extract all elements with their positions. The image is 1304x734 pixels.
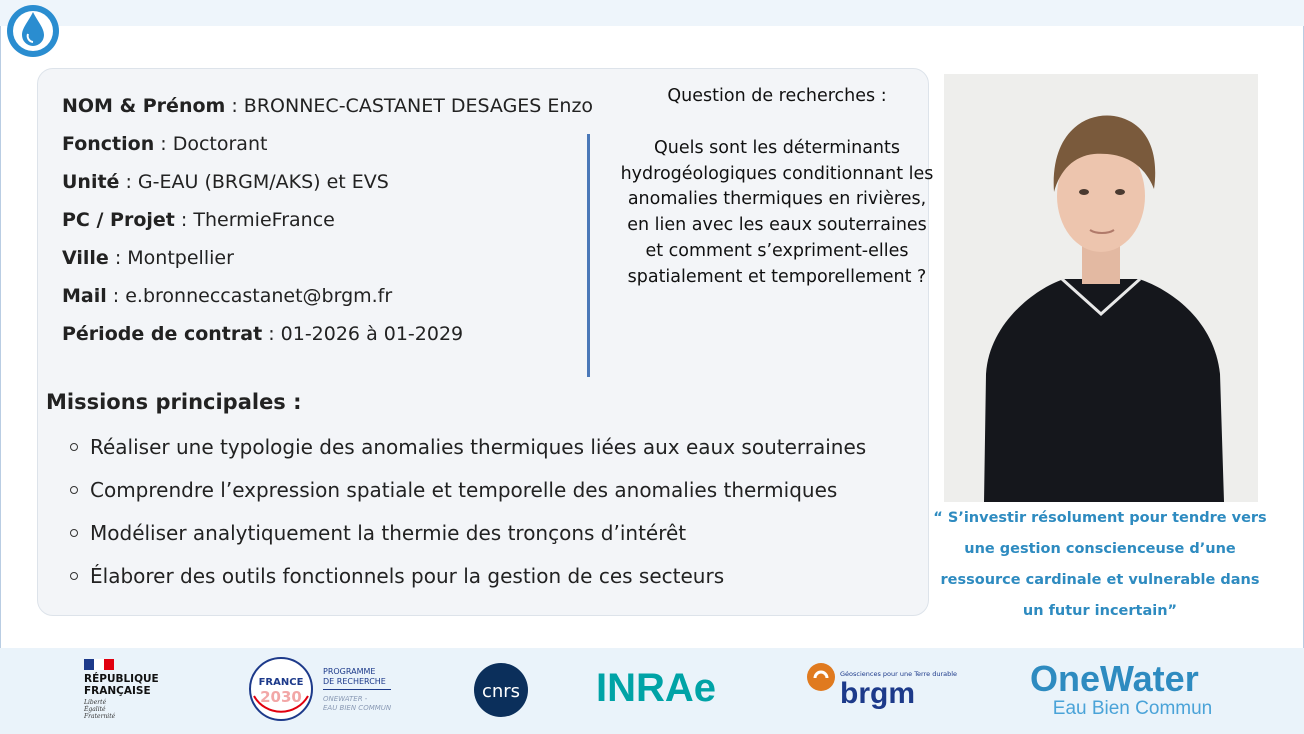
- label-unite: Unité: [62, 171, 120, 193]
- info-row-ville: [62, 244, 592, 282]
- info-row-mail: [62, 282, 592, 320]
- cnrs-text: cnrs: [481, 681, 521, 702]
- question-title: Question de recherches :: [667, 86, 887, 106]
- bullet-circle-icon: [70, 486, 78, 494]
- devise-fraternite: Fraternité: [84, 713, 116, 720]
- onewater-logo: [1030, 659, 1240, 719]
- inrae-logo: INRAe: [596, 666, 717, 710]
- profile-info: [62, 92, 592, 358]
- republique-line1: RÉPUBLIQUE: [84, 673, 159, 685]
- top-band: [0, 0, 1304, 26]
- info-row-periode: [62, 320, 592, 358]
- devise-liberte: Liberté: [84, 699, 107, 706]
- mission-text: Modéliser analytiquement la thermie des tronçons d’intérêt: [90, 521, 687, 545]
- republique-francaise-logo: [84, 659, 164, 720]
- label-mail: Mail: [62, 285, 107, 307]
- programme-line2: DE RECHERCHE: [323, 677, 386, 686]
- vertical-divider: [587, 134, 590, 377]
- label-fonction: Fonction: [62, 133, 155, 155]
- bullet-circle-icon: [70, 443, 78, 451]
- missions-title: Missions principales :: [46, 390, 302, 414]
- mission-item: [70, 473, 866, 516]
- onewater-sub-text: Eau Bien Commun: [1052, 698, 1213, 719]
- onewater-main-text: OneWater: [1030, 658, 1199, 699]
- programme-text: [323, 667, 386, 687]
- value-unite: : G-EAU (BRGM/AKS) et EVS: [119, 171, 389, 193]
- portrait-photo: [944, 74, 1258, 502]
- mission-item: [70, 430, 866, 473]
- france-year: 2030: [260, 688, 302, 706]
- research-question: [620, 84, 934, 291]
- france-2030-logo: [248, 656, 408, 722]
- info-row-unite: [62, 168, 592, 206]
- france-2030-circle-icon: [248, 656, 318, 722]
- bullet-circle-icon: [70, 572, 78, 580]
- programme-line1: PROGRAMME: [323, 667, 376, 676]
- brgm-logo: [806, 662, 966, 718]
- brgm-wordmark: brgm: [840, 677, 915, 710]
- brgm-circle-icon: [806, 662, 836, 692]
- value-fonction: : Doctorant: [154, 133, 268, 155]
- label-ville: Ville: [62, 247, 109, 269]
- programme-divider: [323, 689, 391, 690]
- quote-text: “ S’investir résolument pour tendre vers une gestion conscienceuse d’une ressource cardinale et vulnerable dans un futur incertain”: [933, 510, 1267, 619]
- cnrs-logo: [473, 662, 529, 718]
- info-row-projet: [62, 206, 592, 244]
- republique-line2: FRANÇAISE: [84, 685, 151, 697]
- missions-list: [70, 430, 866, 602]
- onewater-small-line2: EAU BIEN COMMUN: [323, 704, 392, 712]
- bullet-circle-icon: [70, 529, 78, 537]
- value-name: : BRONNEC-CASTANET DESAGES Enzo: [225, 95, 594, 117]
- france-word: FRANCE: [258, 677, 304, 688]
- value-periode: : 01-2026 à 01-2029: [262, 323, 464, 345]
- mission-text: Comprendre l’expression spatiale et temporelle des anomalies thermiques: [90, 478, 838, 502]
- onewater-small-text: [323, 695, 391, 713]
- info-row-name: [62, 92, 592, 130]
- value-mail: : e.bronneccastanet@brgm.fr: [106, 285, 393, 307]
- value-projet: : ThermieFrance: [174, 209, 335, 231]
- devise-egalite: Égalité: [84, 706, 106, 713]
- info-row-fonction: [62, 130, 592, 168]
- mission-item: [70, 559, 866, 602]
- value-ville: : Montpellier: [108, 247, 234, 269]
- label-name: NOM & Prénom: [62, 95, 226, 117]
- onewater-small-line1: ONEWATER -: [323, 695, 368, 703]
- mission-text: Élaborer des outils fonctionnels pour la gestion de ces secteurs: [90, 564, 725, 588]
- french-flag-icon: [84, 659, 114, 670]
- label-periode: Période de contrat: [62, 323, 263, 345]
- water-drop-logo-icon: [6, 4, 60, 58]
- label-projet: PC / Projet: [62, 209, 175, 231]
- mission-text: Réaliser une typologie des anomalies thermiques liées aux eaux souterraines: [90, 435, 867, 459]
- brgm-tagline: Géosciences pour une Terre durable: [840, 670, 958, 678]
- mission-item: [70, 516, 866, 559]
- question-text: Quels sont les déterminants hydrogéologiques conditionnant les anomalies thermiques en rivières, en lien avec les eaux souterraines et comment s’expriment-elles spatialement et temporellement ?: [620, 137, 934, 287]
